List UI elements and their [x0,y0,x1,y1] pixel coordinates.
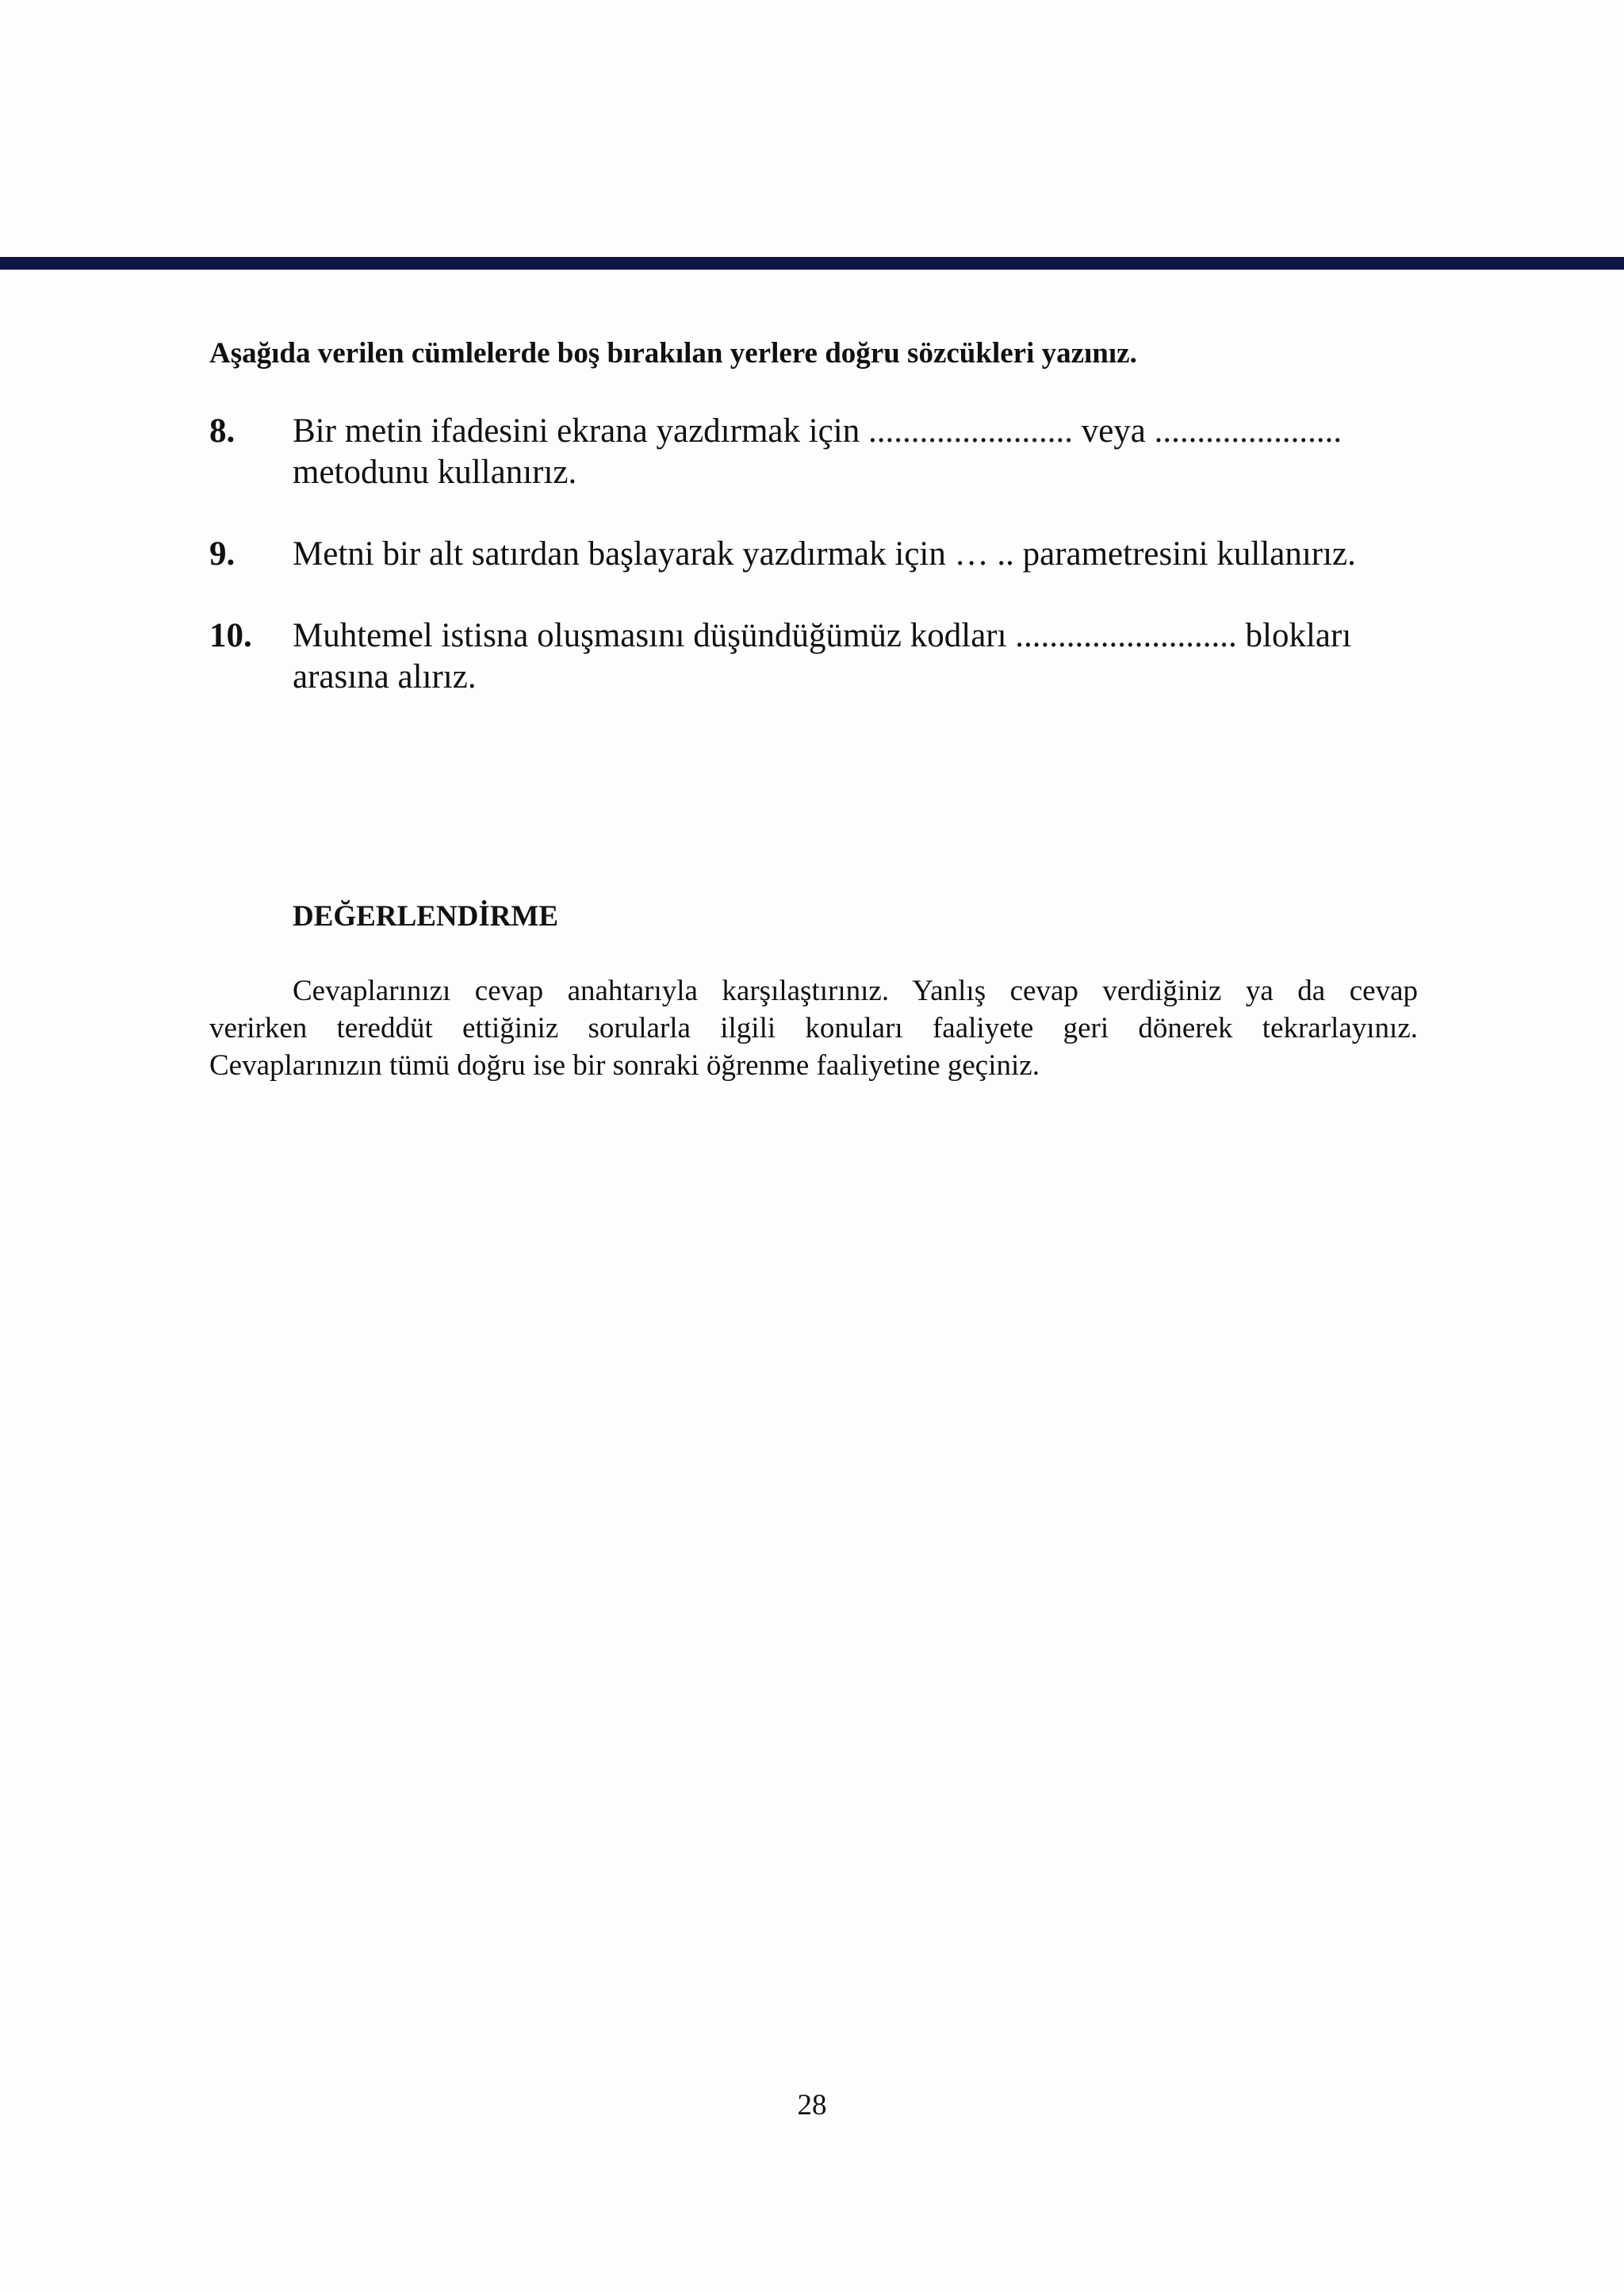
evaluation-line: verirken tereddüt ettiğiniz sorularla ilgili konuları faaliyete geri dönerek tekrarlayınız. [209,1012,1418,1044]
header-rule [0,257,1624,270]
question-number: 9. [209,535,236,573]
question-line: metodunu kullanırız. [293,454,577,491]
question-text [293,411,1419,493]
question-line: Muhtemel istisna oluşmasını düşündüğümüz kodları .......................... blokları [293,617,1352,654]
question-line: Metni bir alt satırdan başlayarak yazdırmak için … .. parametresini kullanırız. [293,535,1356,573]
instruction-text: Aşağıda verilen cümlelerde boş bırakılan yerlere doğru sözcükleri yazınız. [209,337,1137,370]
question-line: Bir metin ifadesini ekrana yazdırmak için ........................ veya ...................... [293,412,1342,450]
question-text [293,534,1419,575]
question-line: arasına alırız. [293,658,477,696]
page-number: 28 [797,2089,827,2121]
evaluation-line: Cevaplarınızın tümü doğru ise bir sonraki öğrenme faaliyetine geçiniz. [209,1049,1040,1082]
evaluation-line: Cevaplarınızı cevap anahtarıyla karşılaştırınız. Yanlış cevap verdiğiniz ya da cevap [293,975,1418,1007]
question-number: 10. [209,617,252,654]
question-number: 8. [209,412,236,450]
question-text [293,615,1419,698]
evaluation-paragraph [209,972,1418,1084]
evaluation-heading: DEĞERLENDİRME [293,900,559,933]
